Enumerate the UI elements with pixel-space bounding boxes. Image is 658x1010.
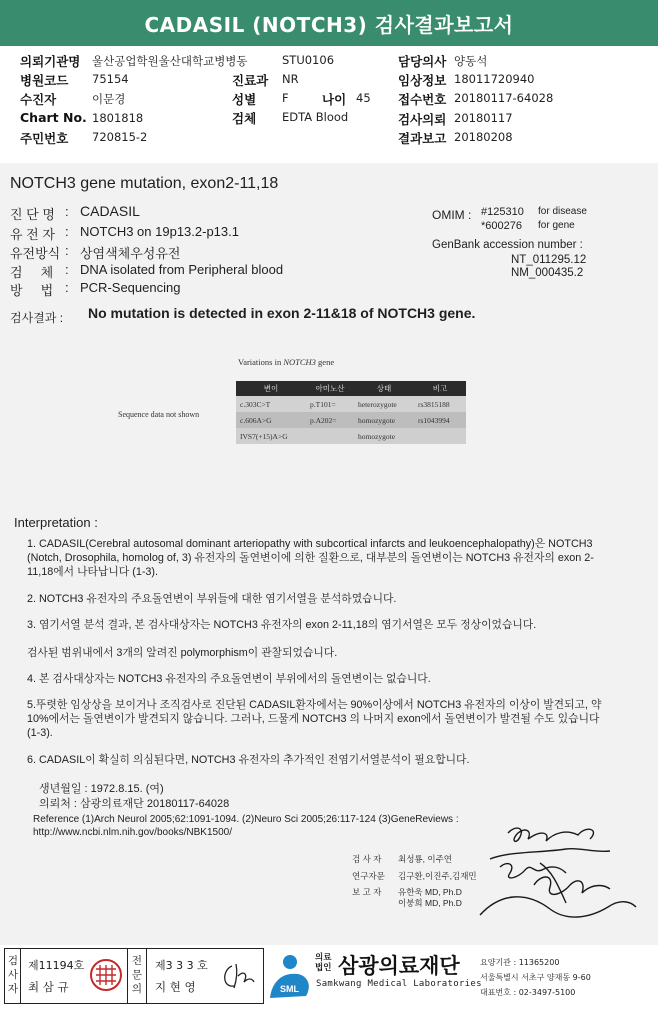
org-type-label <box>315 953 331 973</box>
method-value: PCR-Sequencing <box>80 280 181 295</box>
chart-no-value: 1801818 <box>92 111 144 125</box>
omim-gene-id: *600276 <box>481 220 522 232</box>
table-cell: rs3815188 <box>418 399 450 409</box>
examiner-license: 제11194호 <box>28 959 85 972</box>
report-title: CADASIL (NOTCH3) 검사결과보고서 <box>0 0 658 46</box>
table-cell <box>414 428 466 444</box>
org-type-2: 법인 <box>315 963 332 973</box>
variations-table <box>236 381 466 444</box>
table-cell: homozygote <box>358 415 396 425</box>
interpretation-item-6: 6. CADASIL이 확실히 의심된다면, NOTCH3 유전자의 추가적인 전염기서열분석이 필요합니다. <box>27 754 470 766</box>
examiner-name: 최 삼 규 <box>28 980 69 994</box>
examiner-vertical-label: 검사자 <box>7 955 19 995</box>
specialist-vertical-label: 전문의 <box>131 955 143 995</box>
footer <box>0 948 658 1010</box>
interpretation-item-4: 4. 본 검사대상자는 NOTCH3 유전자의 주요돌연변이 부위에서의 돌연변이는 없습니다. <box>27 673 431 685</box>
specimen-value: EDTA Blood <box>282 110 349 124</box>
table-row <box>236 396 466 412</box>
genbank-nm: NM_000435.2 <box>511 267 584 279</box>
reporter-label: 보 고 자 <box>352 887 382 897</box>
result-label: 검사결과 : <box>10 311 64 325</box>
doctor-value: 양동석 <box>454 54 488 68</box>
org-english-name: Samkwang Medical Laboratories <box>316 979 482 989</box>
tester-label: 검 사 자 <box>352 854 382 864</box>
report-date-label: 결과보고 <box>398 131 447 146</box>
doctor-label: 담당의사 <box>398 54 447 69</box>
patient-label: 수진자 <box>20 92 57 107</box>
gene-label: 유 전 자 <box>10 227 55 242</box>
patient-info-header <box>0 46 658 160</box>
advisor-label: 연구자문 <box>352 871 385 881</box>
handwritten-signatures <box>470 823 640 933</box>
table-cell: p.T101= <box>310 399 336 409</box>
reference-line-2: http://www.ncbi.nlm.nih.gov/books/NBK1500/ <box>33 827 232 838</box>
org-type-1: 의료 <box>315 953 332 963</box>
table-cell: c.303C>T <box>240 399 271 409</box>
report-body: NOTCH3 gene mutation, exon2-11,18 진 단 명 : CADASIL 유 전 자 : NOTCH3 on 19p13.2-p13.1 유전방식 : 상염색체우성유전 검 체 : DNA isolated from Peripheral blood 방 법 : PCR-Sequencing OMIM : #125310 for disease *600276 for gene GenBank accession number : NT_011295.12 NM_000435.2 검사결과 : No mutation is detected in exon 2-11&18 of NOTCH3 gene. Variations in NOTCH3 gene Sequence data not shown 변이 아미노산 상태 비고 c.303C>T p.T101= heterozygote rs3815188 c.606A>G p.A202= homozygote rs1043994 IVS7(+15)A>G homozygote Interpretation : 1. CADASIL(Cerebral autosomal dominant arteriopathy with subcortical infarcts and leukoencephalopathy)은 NOTCH3 (Notch, Drosophila, homolog of, 3) 유전자의 돌연변이에 의한 질환으로, 대부분의 돌연변이는 NOTCH3 유전자의 exon 2-11,18에서 나타납니다 (1-3). 2. NOTCH3 유전자의 주요돌연변이 부위들에 대한 염기서열을 분석하였습니다. 3. 염기서열 분석 결과, 본 검사대상자는 NOTCH3 유전자의 exon 2-11,18의 염기서열은 모두 정상이었습니다. 검사된 범위내에서 3개의 알려진 polymorphism이 관찰되었습니다. 4. 본 검사대상자는 NOTCH3 유전자의 주요돌연변이 부위에서의 돌연변이는 없습니다. 5.뚜렷한 임상상을 보이거나 조직검사로 진단된 CADASIL환자에서는 90%이상에서 NOTCH3 유전자의 이상이 발견되고, 약 10%에서는 돌연변이가 발견되지 않습니다. 그러나, 드물게 NOTCH3 의 나머지 exon에서 돌연변이가 발견될 수도 있습니다 (1-3). 6. CADASIL이 확실히 의심된다면, NOTCH3 유전자의 추가적인 전염기서열분석이 필요합니다. 생년월일 : 1972.8.15. (여) 의뢰처 : 삼광의료재단 20180117-64028 Reference (1)Arch Neurol 2005;62:1091-1094. (2)Neuro Sci 2005;26:117-124 (3)GeneReviews : http://www.ncbi.nlm.nih.gov/books/NBK1500/ 검 사 자 최성룡, 이주연 연구자문 김구환,이진주,김재민 보 고 자 유한욱 MD, Ph.D 이붕희 MD, Ph.D <box>0 163 658 945</box>
tester-value: 최성룡, 이주연 <box>398 854 452 864</box>
advisor-value: 김구환,이진주,김재민 <box>398 871 477 881</box>
request-date-label: 검사의뢰 <box>398 112 447 127</box>
red-seal-icon <box>88 957 124 993</box>
sex-value: F <box>282 91 289 105</box>
reference-line-1: Reference (1)Arch Neurol 2005;62:1091-1094. (2)Neuro Sci 2005;26:117-124 (3)GeneReviews : <box>33 814 459 825</box>
request-date-value: 20180117 <box>454 111 513 125</box>
table-cell: rs1043994 <box>418 415 450 425</box>
phone-number: 대표번호 : 02-3497-5100 <box>480 988 576 997</box>
variations-caption-suffix: gene <box>315 357 335 367</box>
department-label: 진료과 <box>232 73 269 88</box>
reporter-value-2: 이붕희 MD, Ph.D <box>398 898 462 908</box>
interpretation-item-1: 1. CADASIL(Cerebral autosomal dominant arteriopathy with subcortical infarcts and leukoencephalopathy)은 NOTCH3 (Notch, Drosophila, homolog of, 3) 유전자의 돌연변이에 의한 질환으로, 대부분의 돌연변이는 NOTCH3 유전자의 exon 2-11,18에서 나타납니다 (1-3). <box>27 538 594 578</box>
table-cell: heterozygote <box>358 399 397 409</box>
variations-header-note: 비고 <box>414 381 466 396</box>
specimen-label: 검체 <box>232 111 257 126</box>
interpretation-item-2: 2. NOTCH3 유전자의 주요돌연변이 부위들에 대한 염기서열을 분석하였습니다. <box>27 593 397 605</box>
sequence-note: Sequence data not shown <box>118 410 200 419</box>
variations-header-row <box>236 381 466 396</box>
table-row <box>236 428 466 444</box>
gene-value: NOTCH3 on 19p13.2-p13.1 <box>80 224 239 239</box>
table-cell <box>306 428 354 444</box>
department-value: NR <box>282 72 299 86</box>
specialist-signature <box>218 956 258 996</box>
ward-code-value: STU0106 <box>282 53 335 67</box>
table-cell: IVS7(+15)A>G <box>240 431 288 441</box>
report-heading: NOTCH3 gene mutation, exon2-11,18 <box>10 175 279 192</box>
requester-line: 의뢰처 : 삼광의료재단 20180117-64028 <box>39 798 230 810</box>
variations-caption <box>238 357 334 367</box>
variations-header-amino: 아미노산 <box>306 381 354 396</box>
diagnosis-label: 진 단 명 <box>10 207 55 222</box>
table-row <box>236 412 466 428</box>
table-cell: homozygote <box>358 431 396 441</box>
sex-label: 성별 <box>232 92 257 107</box>
hospital-code-label: 병원코드 <box>20 73 69 88</box>
date-of-birth: 생년월일 : 1972.8.15. (여) <box>39 783 164 795</box>
interpretation-item-3b: 검사된 범위내에서 3개의 알려진 polymorphism이 관찰되었습니다. <box>27 647 338 659</box>
result-value: No mutation is detected in exon 2-11&18 of NOTCH3 gene. <box>88 305 476 321</box>
genbank-nt: NT_011295.12 <box>511 254 587 266</box>
omim-disease-id: #125310 <box>481 206 524 218</box>
sml-logo-icon <box>268 950 312 1000</box>
specialist-name: 지 현 영 <box>155 980 196 994</box>
receipt-no-value: 20180117-64028 <box>454 91 554 105</box>
patient-value: 이문경 <box>92 92 126 106</box>
receipt-no-label: 접수번호 <box>398 92 447 107</box>
table-cell: p.A202= <box>310 415 337 425</box>
specimen-field-label: 검 체 <box>10 265 54 280</box>
resident-id-label: 주민번호 <box>20 131 69 146</box>
genbank-label: GenBank accession number : <box>432 239 583 251</box>
interpretation-item-5: 5.뚜렷한 임상상을 보이거나 조직검사로 진단된 CADASIL환자에서는 90%이상에서 NOTCH3 유전자의 이상이 발견되고, 약 10%에서는 돌연변이가 발견되지 않습니다. 그러나, 드물게 NOTCH3 의 나머지 exon에서 돌연변이가 발견될 수도 있습니다 (1-3). <box>27 699 602 739</box>
clinical-info-value: 18011720940 <box>454 72 535 86</box>
requester-label: 의뢰기관명 <box>20 54 81 69</box>
sml-logo-text: SML <box>280 984 299 994</box>
institution-code: 요양기관 : 11365200 <box>480 958 560 967</box>
variations-header-status: 상태 <box>354 381 414 396</box>
omim-disease-desc: for disease <box>538 206 587 217</box>
chart-no-label: Chart No. <box>20 110 87 125</box>
report-date-value: 20180208 <box>454 130 513 144</box>
hospital-code-value: 75154 <box>92 72 129 86</box>
variations-header-variant: 변이 <box>236 381 306 396</box>
table-cell: c.606A>G <box>240 415 272 425</box>
age-label: 나이 <box>322 92 347 107</box>
inheritance-label: 유전방식 <box>10 246 61 261</box>
variations-caption-prefix: Variations in <box>238 357 284 367</box>
specimen-field-value: DNA isolated from Peripheral blood <box>80 262 284 277</box>
reporter-value-1: 유한욱 MD, Ph.D <box>398 887 462 897</box>
clinical-info-label: 임상정보 <box>398 73 447 88</box>
specialist-license: 제3 3 3 호 <box>155 959 208 972</box>
omim-label: OMIM : <box>432 208 472 222</box>
org-name: 삼광의료재단 <box>338 954 460 978</box>
variations-caption-gene: NOTCH3 <box>283 357 316 367</box>
omim-gene-desc: for gene <box>538 220 575 231</box>
contact-block <box>480 955 591 1000</box>
interpretation-heading: Interpretation : <box>14 515 98 530</box>
method-label: 방 법 <box>10 283 54 298</box>
address: 서울특별시 서초구 양재동 9-60 <box>480 973 591 982</box>
diagnosis-value: CADASIL <box>80 203 140 219</box>
age-value: 45 <box>356 91 371 105</box>
inheritance-value: 상염색체우성유전 <box>80 246 181 261</box>
requester-value: 울산공업학원울산대학교병병동 <box>92 54 248 68</box>
resident-id-value: 720815-2 <box>92 130 148 144</box>
interpretation-item-3: 3. 염기서열 분석 결과, 본 검사대상자는 NOTCH3 유전자의 exon 2-11,18의 염기서열은 모두 정상이었습니다. <box>27 619 537 631</box>
